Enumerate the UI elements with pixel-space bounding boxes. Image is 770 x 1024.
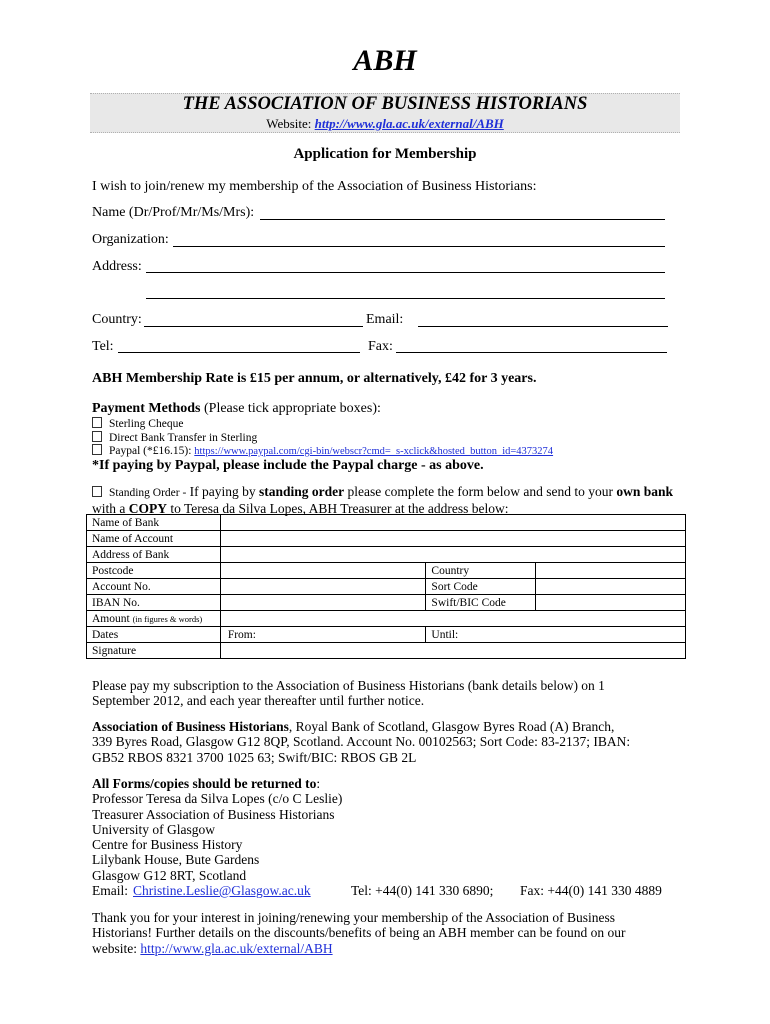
payment-methods bbox=[92, 401, 381, 417]
so-bold-own-bank: own bank bbox=[616, 484, 674, 499]
address-of-bank-label: Address of Bank bbox=[87, 547, 221, 563]
email-label: Email: bbox=[366, 312, 404, 327]
sort-code-field[interactable] bbox=[536, 579, 686, 595]
association-title: THE ASSOCIATION OF BUSINESS HISTORIANS bbox=[182, 94, 588, 114]
return-address-line: Lilybank House, Bute Gardens bbox=[92, 852, 260, 868]
bank-details-line-2: 339 Byres Road, Glasgow G12 8QP, Scotland. Account No. 00102563; Sort Code: 83-2137; IBAN: bbox=[92, 734, 631, 750]
table-row bbox=[87, 515, 686, 531]
standing-order-instructions bbox=[92, 484, 682, 516]
standing-order-checkbox[interactable] bbox=[92, 486, 102, 497]
until-label: Until: bbox=[431, 628, 459, 641]
sort-code-label: Sort Code bbox=[426, 579, 536, 595]
fax-label: Fax: bbox=[368, 339, 393, 354]
bank-details-line-1 bbox=[92, 719, 692, 734]
table-row bbox=[87, 531, 686, 547]
table-row bbox=[87, 547, 686, 563]
standing-order-form bbox=[86, 514, 686, 659]
return-heading-colon: : bbox=[316, 776, 321, 791]
intro-text: I wish to join/renew my membership of the Association of Business Historians: bbox=[92, 179, 537, 194]
paypal-link[interactable]: https://www.paypal.com/cgi-bin/webscr?cmd=_s-xclick&hosted_button_id=4373274 bbox=[194, 446, 554, 457]
contact-email-link[interactable]: Christine.Leslie@Glasgow.ac.uk bbox=[133, 883, 311, 899]
table-row bbox=[87, 595, 686, 611]
signature-field[interactable] bbox=[220, 643, 685, 659]
form-heading: Application for Membership bbox=[293, 146, 477, 162]
name-of-account-field[interactable] bbox=[220, 531, 685, 547]
swift-bic-label: Swift/BIC Code bbox=[426, 595, 536, 611]
closing-text bbox=[92, 910, 667, 956]
bank-details-line-3: GB52 RBOS 8321 3700 1025 63; Swift/BIC: RBOS GB 2L bbox=[92, 749, 417, 765]
table-row bbox=[87, 563, 686, 579]
dates-until-field[interactable] bbox=[426, 627, 686, 643]
amount-label bbox=[87, 611, 221, 627]
iban-no-field[interactable] bbox=[220, 595, 426, 611]
paypal-checkbox[interactable] bbox=[92, 444, 102, 455]
organization-field[interactable] bbox=[173, 246, 665, 247]
return-address bbox=[92, 776, 692, 898]
closing-message: Thank you for your interest in joining/renewing your membership of the Association of Business Historians! Further details on the discounts/benefits of being an ABH member can be found on our website: bbox=[92, 910, 626, 956]
so-text-3: with a bbox=[92, 501, 126, 516]
country-label: Country: bbox=[92, 312, 142, 327]
postcode-label: Postcode bbox=[87, 563, 221, 579]
cheque-label: Sterling Cheque bbox=[109, 418, 184, 430]
account-no-field[interactable] bbox=[220, 579, 426, 595]
table-row bbox=[87, 579, 686, 595]
contact-line bbox=[92, 883, 692, 898]
standing-order-label: Standing Order - bbox=[109, 487, 187, 499]
payment-option-paypal bbox=[92, 444, 553, 457]
tel-label: Tel: bbox=[92, 339, 114, 354]
bank-country-label: Country bbox=[426, 563, 536, 579]
return-address-heading bbox=[92, 776, 692, 791]
return-address-line: Treasurer Association of Business Historians bbox=[92, 806, 335, 822]
name-field[interactable] bbox=[260, 219, 665, 220]
address-of-bank-field[interactable] bbox=[220, 547, 685, 563]
name-label: Name (Dr/Prof/Mr/Ms/Mrs): bbox=[92, 205, 255, 220]
paypal-label: Paypal (*£16.15): bbox=[109, 445, 192, 457]
so-text-2: please complete the form below and send to your bbox=[347, 484, 613, 499]
email-field[interactable] bbox=[418, 326, 668, 327]
return-heading-text: All Forms/copies should be returned to bbox=[92, 776, 317, 791]
name-of-account-label: Name of Account bbox=[87, 531, 221, 547]
contact-tel: Tel: +44(0) 141 330 6890; bbox=[351, 883, 494, 899]
membership-rate: ABH Membership Rate is £15 per annum, or alternatively, £42 for 3 years. bbox=[92, 371, 537, 386]
so-bold-copy: COPY bbox=[128, 501, 167, 516]
return-address-line: Professor Teresa da Silva Lopes (c/o C Leslie) bbox=[92, 791, 343, 807]
website-label: Website: bbox=[266, 116, 312, 131]
dates-from-field[interactable] bbox=[220, 627, 426, 643]
paypal-warning: *If paying by Paypal, please include the Paypal charge - as above. bbox=[92, 458, 484, 473]
payment-option-bank-transfer bbox=[92, 431, 257, 444]
organization-label: Organization: bbox=[92, 232, 169, 247]
closing-website-link[interactable]: http://www.gla.ac.uk/external/ABH bbox=[140, 940, 333, 956]
account-no-label: Account No. bbox=[87, 579, 221, 595]
table-row bbox=[87, 611, 686, 627]
contact-fax: Fax: +44(0) 141 330 4889 bbox=[520, 883, 662, 899]
name-of-bank-field[interactable] bbox=[220, 515, 685, 531]
cheque-checkbox[interactable] bbox=[92, 417, 102, 428]
payment-methods-note: (Please tick appropriate boxes): bbox=[204, 401, 381, 416]
address-field-line-2[interactable] bbox=[146, 298, 665, 299]
so-text-4: to Teresa da Silva Lopes, ABH Treasurer at the address below: bbox=[170, 501, 509, 516]
amount-label-text: Amount bbox=[92, 612, 130, 625]
return-address-line: Glasgow G12 8RT, Scotland bbox=[92, 867, 247, 883]
tel-field[interactable] bbox=[118, 352, 360, 353]
so-text-1: If paying by bbox=[189, 484, 256, 499]
signature-label: Signature bbox=[87, 643, 221, 659]
bank-branch: , Royal Bank of Scotland, Glasgow Byres Road (A) Branch, bbox=[288, 719, 615, 734]
address-field-line-1[interactable] bbox=[146, 272, 665, 273]
payment-methods-label: Payment Methods bbox=[92, 401, 201, 416]
from-label: From: bbox=[227, 628, 256, 641]
website-line bbox=[90, 116, 680, 132]
return-address-line: University of Glasgow bbox=[92, 821, 215, 837]
amount-field[interactable] bbox=[220, 611, 685, 627]
table-row bbox=[87, 627, 686, 643]
iban-no-label: IBAN No. bbox=[87, 595, 221, 611]
bank-details bbox=[92, 719, 692, 765]
address-label: Address: bbox=[92, 259, 142, 274]
dates-label: Dates bbox=[87, 627, 221, 643]
bank-country-field[interactable] bbox=[536, 563, 686, 579]
payment-instruction: Please pay my subscription to the Association of Business Historians (bank details below) on 1 September 2012, and each year thereafter until further notice. bbox=[92, 678, 605, 709]
amount-note: (in figures & words) bbox=[132, 613, 203, 624]
bank-account-name: Association of Business Historians bbox=[92, 719, 289, 734]
fax-field[interactable] bbox=[396, 352, 667, 353]
table-row bbox=[87, 643, 686, 659]
contact-email-label: Email: bbox=[92, 883, 128, 899]
return-address-line: Centre for Business History bbox=[92, 837, 243, 853]
so-bold-standing-order: standing order bbox=[259, 484, 345, 499]
name-of-bank-label: Name of Bank bbox=[87, 515, 221, 531]
swift-bic-field[interactable] bbox=[536, 595, 686, 611]
website-link[interactable]: http://www.gla.ac.uk/external/ABH bbox=[314, 116, 504, 131]
bank-transfer-label: Direct Bank Transfer in Sterling bbox=[109, 432, 258, 444]
bank-transfer-checkbox[interactable] bbox=[92, 431, 102, 442]
abh-logo: ABH bbox=[353, 44, 417, 77]
payment-option-cheque bbox=[92, 417, 183, 430]
postcode-field[interactable] bbox=[220, 563, 426, 579]
country-field[interactable] bbox=[144, 326, 363, 327]
